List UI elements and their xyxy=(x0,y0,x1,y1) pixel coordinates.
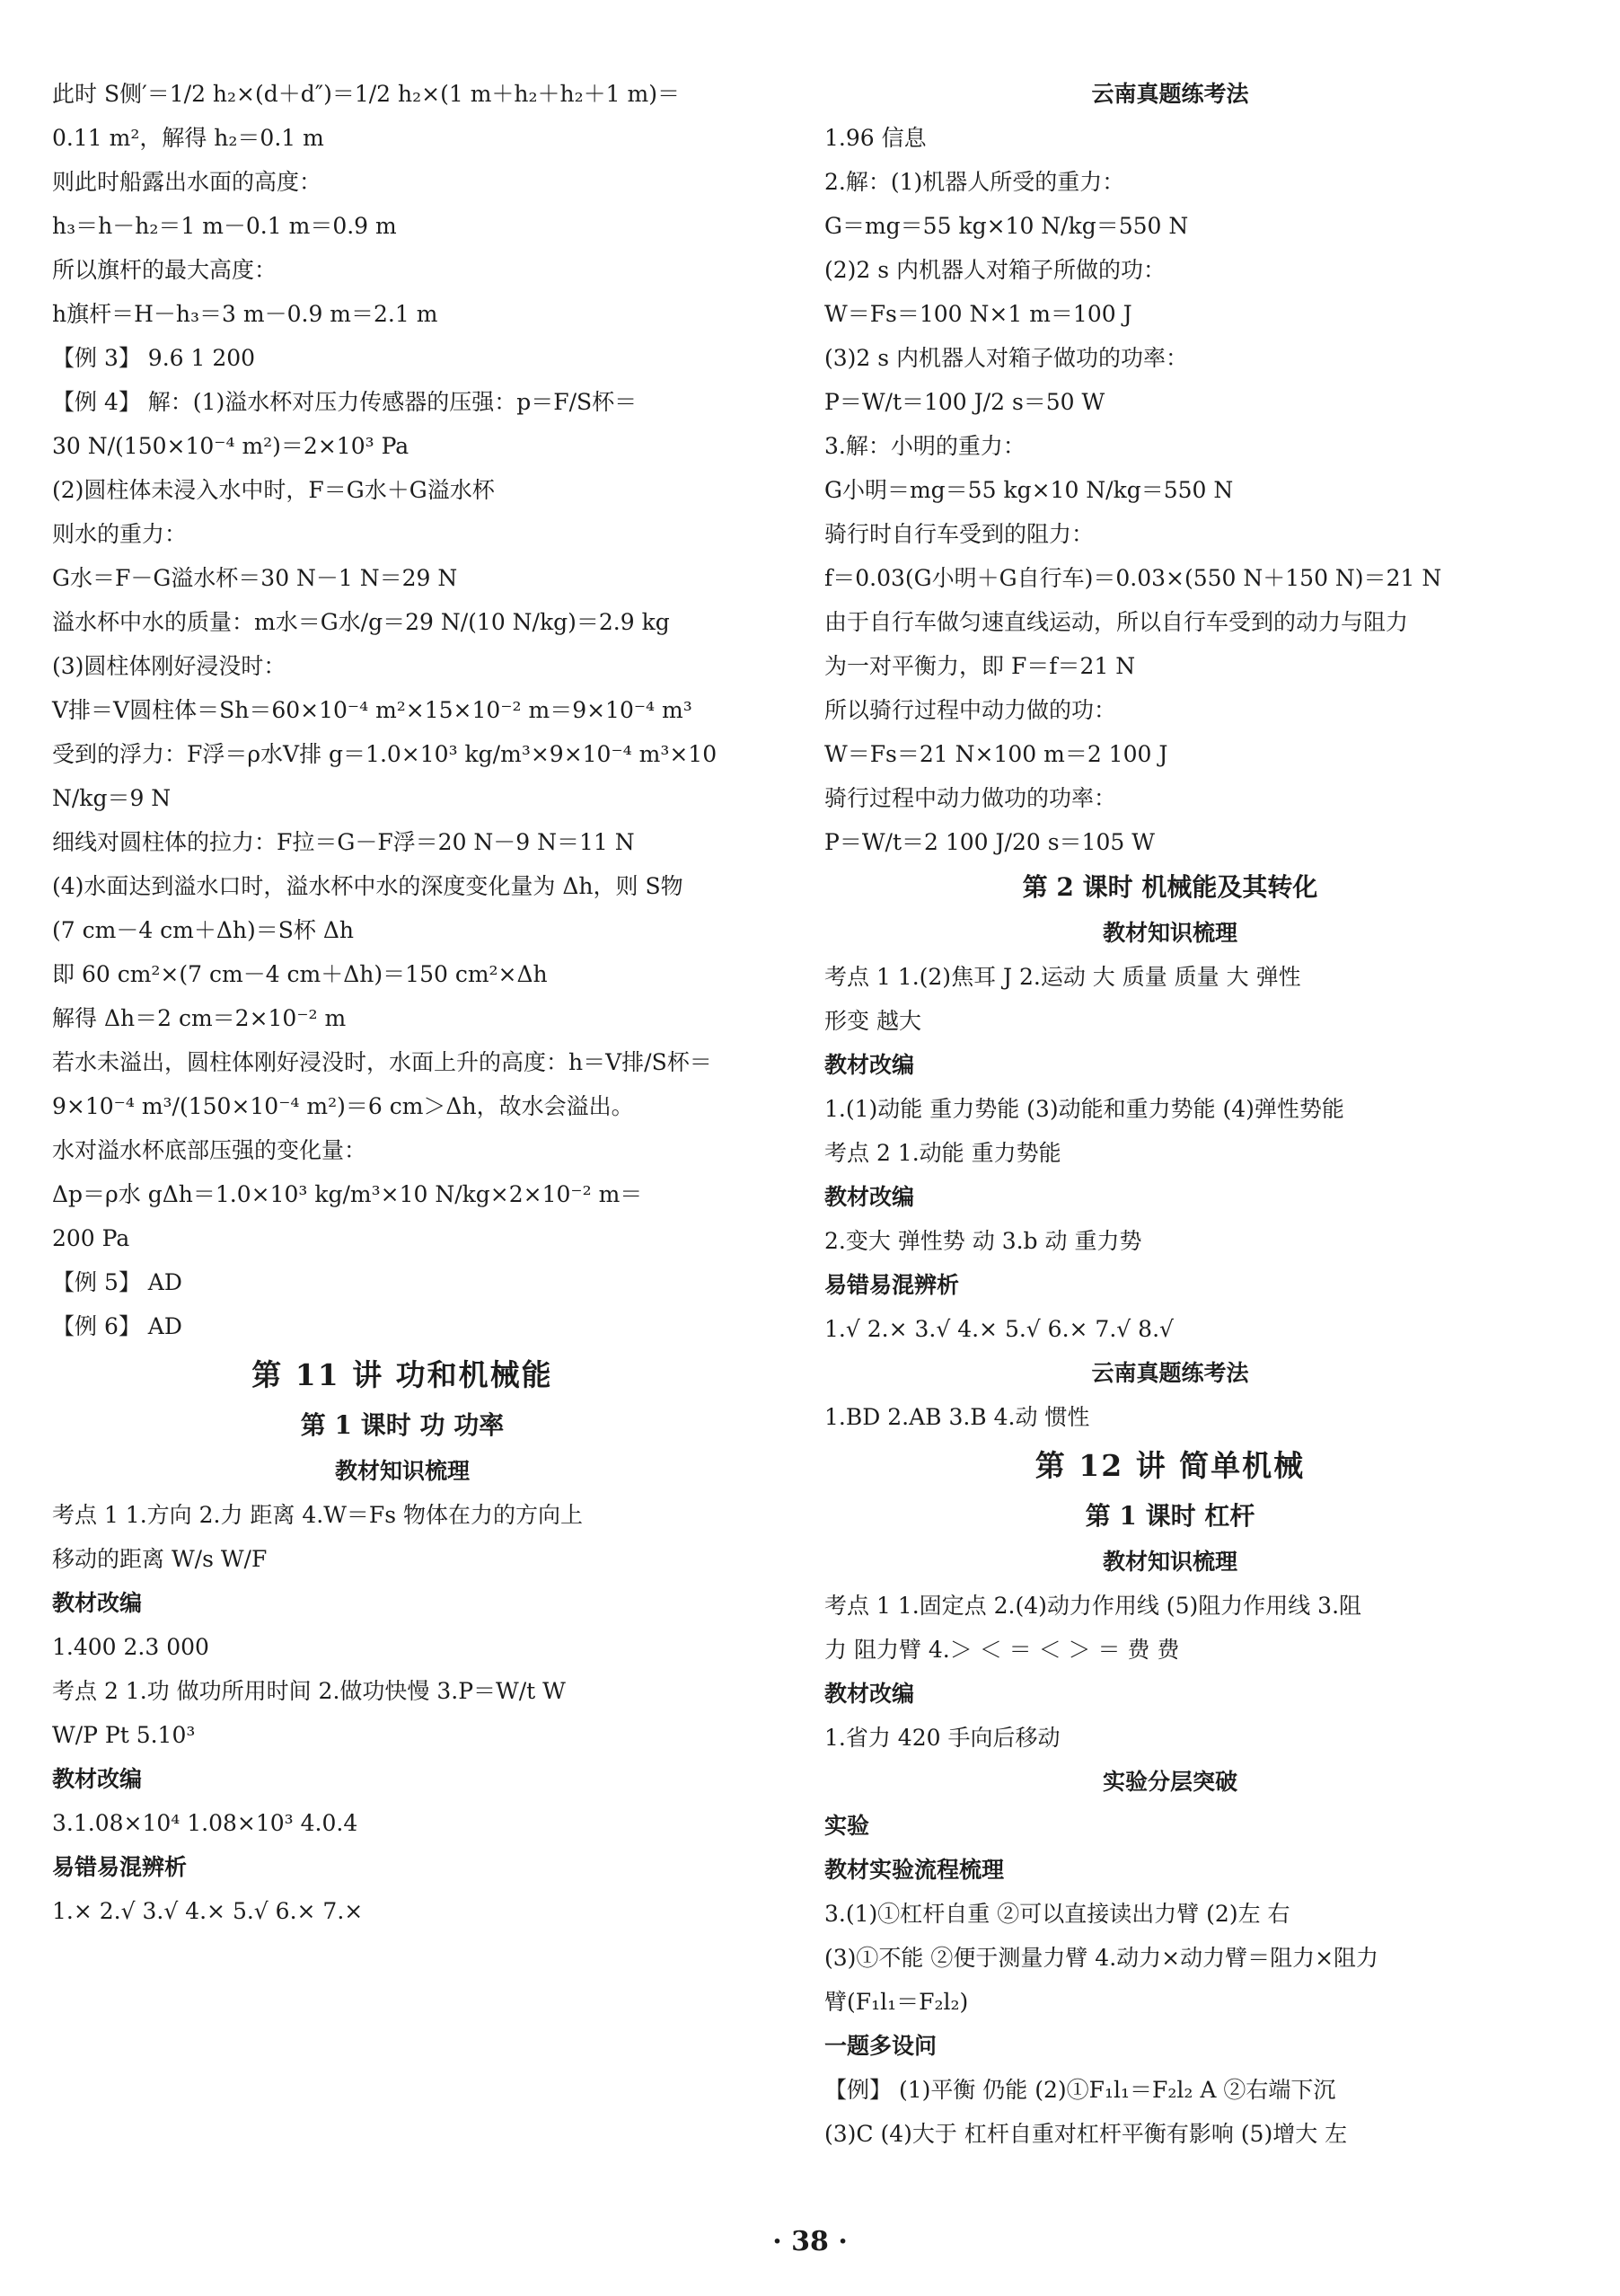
text-line: 则此时船露出水面的高度： xyxy=(52,169,322,195)
text-line: 此时 S侧′＝1/2 h₂×(d＋d″)＝1/2 h₂×(1 m＋h₂＋h₂＋1 m)＝ xyxy=(52,81,680,107)
text-line: (2)圆柱体未浸入水中时，F＝G水＋G溢水杯 xyxy=(52,477,495,503)
text-line: P＝W/t＝2 100 J/20 s＝105 W xyxy=(824,829,1155,855)
text-line: W＝Fs＝100 N×1 m＝100 J xyxy=(824,301,1132,327)
text-line: 骑行时自行车受到的阻力： xyxy=(824,521,1095,547)
section-heading: 教材知识梳理 xyxy=(1102,1549,1237,1575)
text-line: 形变 越大 xyxy=(824,1008,921,1034)
text-line: 3.1.08×10⁴ 1.08×10³ 4.0.4 xyxy=(52,1810,358,1836)
text-line: (4)水面达到溢水口时，溢水杯中水的深度变化量为 Δh，则 S物 xyxy=(52,873,683,899)
text-line: N/kg＝9 N xyxy=(52,785,172,811)
lesson-title: 第 2 课时 机械能及其转化 xyxy=(1022,872,1318,902)
text-line: 考点 1 1.(2)焦耳 J 2.运动 大 质量 质量 大 弹性 xyxy=(824,964,1301,990)
text-line: 【例 3】 9.6 1 200 xyxy=(52,345,256,371)
section-heading: 云南真题练考法 xyxy=(1091,81,1249,107)
text-line: G＝mg＝55 kg×10 N/kg＝550 N xyxy=(824,213,1189,239)
text-line: 臂(F₁l₁＝F₂l₂) xyxy=(824,1989,969,2015)
section-heading: 教材知识梳理 xyxy=(1102,920,1237,946)
text-line: 2.变大 弹性势 动 3.b 动 重力势 xyxy=(824,1228,1142,1254)
text-line: f＝0.03(G小明＋G自行车)＝0.03×(550 N＋150 N)＝21 N xyxy=(824,565,1442,591)
text-line: 200 Pa xyxy=(52,1225,130,1251)
text-line: 解得 Δh＝2 cm＝2×10⁻² m xyxy=(52,1005,347,1031)
subsection-heading: 一题多设问 xyxy=(824,2033,938,2059)
text-line: 1.BD 2.AB 3.B 4.动 惯性 xyxy=(824,1404,1090,1430)
text-line: W/P Pt 5.10³ xyxy=(52,1722,196,1748)
subsection-heading: 教材改编 xyxy=(824,1052,915,1078)
text-line: 则水的重力： xyxy=(52,521,188,547)
text-line: (3)圆柱体刚好浸没时： xyxy=(52,653,286,679)
subsection-heading: 易错易混辨析 xyxy=(52,1854,188,1880)
text-line: 30 N/(150×10⁻⁴ m²)＝2×10³ Pa xyxy=(52,433,409,459)
section-heading: 教材知识梳理 xyxy=(334,1458,470,1484)
text-line: (3)2 s 内机器人对箱子做功的功率： xyxy=(824,345,1189,371)
text-line: 考点 2 1.动能 重力势能 xyxy=(824,1140,1061,1166)
text-line: P＝W/t＝100 J/2 s＝50 W xyxy=(824,389,1105,415)
text-line: 【例 5】 AD xyxy=(52,1269,182,1295)
text-line: 若水未溢出，圆柱体刚好浸没时，水面上升的高度：h＝V排/S杯＝ xyxy=(52,1049,712,1075)
text-line: Δp＝ρ水 gΔh＝1.0×10³ kg/m³×10 N/kg×2×10⁻² m＝ xyxy=(52,1181,643,1207)
text-line: 细线对圆柱体的拉力：F拉＝G－F浮＝20 N－9 N＝11 N xyxy=(52,829,635,855)
text-line: (2)2 s 内机器人对箱子所做的功： xyxy=(824,257,1167,283)
text-line: 所以旗杆的最大高度： xyxy=(52,257,277,283)
text-line: 1.× 2.√ 3.√ 4.× 5.√ 6.× 7.× xyxy=(52,1898,364,1924)
subsection-heading: 教材改编 xyxy=(52,1766,143,1792)
text-line: 受到的浮力：F浮＝ρ水V排 g＝1.0×10³ kg/m³×9×10⁻⁴ m³×10 xyxy=(52,741,718,767)
text-line: (3)C (4)大于 杠杆自重对杠杆平衡有影响 (5)增大 左 xyxy=(824,2121,1348,2147)
subsection-heading: 教材改编 xyxy=(824,1184,915,1210)
subsection-heading: 易错易混辨析 xyxy=(824,1272,960,1298)
text-line: 0.11 m²，解得 h₂＝0.1 m xyxy=(52,125,324,151)
text-line: 3.解：小明的重力： xyxy=(824,433,1026,459)
text-line: 由于自行车做匀速直线运动，所以自行车受到的动力与阻力 xyxy=(824,609,1409,635)
section-heading: 云南真题练考法 xyxy=(1091,1360,1249,1386)
text-line: G水＝F－G溢水杯＝30 N－1 N＝29 N xyxy=(52,565,458,591)
left-column xyxy=(52,72,753,1933)
subsection-heading: 教材改编 xyxy=(824,1681,915,1707)
lecture-title: 第 11 讲 功和机械能 xyxy=(251,1357,553,1392)
text-line: V排＝V圆柱体＝Sh＝60×10⁻⁴ m²×15×10⁻² m＝9×10⁻⁴ m³ xyxy=(52,697,692,723)
text-line: 水对溢水杯底部压强的变化量： xyxy=(52,1137,367,1163)
text-line: 考点 2 1.功 做功所用时间 2.做功快慢 3.P＝W/t W xyxy=(52,1678,566,1704)
subsection-heading: 实验 xyxy=(824,1813,870,1839)
text-line: G小明＝mg＝55 kg×10 N/kg＝550 N xyxy=(824,477,1234,503)
text-line: 考点 1 1.方向 2.力 距离 4.W＝Fs 物体在力的方向上 xyxy=(52,1502,584,1528)
text-line: 9×10⁻⁴ m³/(150×10⁻⁴ m²)＝6 cm＞Δh，故水会溢出。 xyxy=(52,1093,634,1119)
text-line: 【例 6】 AD xyxy=(52,1313,182,1339)
text-line: 1.省力 420 手向后移动 xyxy=(824,1725,1061,1751)
text-line: 1.400 2.3 000 xyxy=(52,1634,209,1660)
text-line: 即 60 cm²×(7 cm－4 cm＋Δh)＝150 cm²×Δh xyxy=(52,961,548,987)
page-number: · 38 · xyxy=(772,2226,848,2257)
text-line: 1.96 信息 xyxy=(824,125,927,151)
text-line: h₃＝h－h₂＝1 m－0.1 m＝0.9 m xyxy=(52,213,397,239)
text-line: 移动的距离 W/s W/F xyxy=(52,1546,268,1572)
text-line: 2.解：(1)机器人所受的重力： xyxy=(824,169,1125,195)
subsection-heading: 教材实验流程梳理 xyxy=(824,1857,1005,1883)
lesson-title: 第 1 课时 功 功率 xyxy=(300,1410,505,1440)
text-line: 【例 4】 解：(1)溢水杯对压力传感器的压强：p＝F/S杯＝ xyxy=(52,389,638,415)
text-line: 1.√ 2.× 3.√ 4.× 5.√ 6.× 7.√ 8.√ xyxy=(824,1316,1174,1342)
text-line: 【例】 (1)平衡 仍能 (2)①F₁l₁＝F₂l₂ A ②右端下沉 xyxy=(824,2077,1336,2103)
text-line: (3)①不能 ②便于测量力臂 4.动力×动力臂＝阻力×阻力 xyxy=(824,1945,1379,1971)
text-line: 骑行过程中动力做功的功率： xyxy=(824,785,1117,811)
text-line: (7 cm－4 cm＋Δh)＝S杯 Δh xyxy=(52,917,355,943)
section-heading: 实验分层突破 xyxy=(1102,1769,1237,1795)
text-line: 考点 1 1.固定点 2.(4)动力作用线 (5)阻力作用线 3.阻 xyxy=(824,1593,1362,1619)
text-line: h旗杆＝H－h₃＝3 m－0.9 m＝2.1 m xyxy=(52,301,438,327)
text-line: 所以骑行过程中动力做的功： xyxy=(824,697,1117,723)
text-line: 为一对平衡力，即 F＝f＝21 N xyxy=(824,653,1136,679)
text-line: 1.(1)动能 重力势能 (3)动能和重力势能 (4)弹性势能 xyxy=(824,1096,1344,1122)
subsection-heading: 教材改编 xyxy=(52,1590,143,1616)
lesson-title: 第 1 课时 杠杆 xyxy=(1085,1501,1255,1531)
text-line: 力 阻力臂 4.＞ ＜ ＝ ＜ ＞ ＝ 费 费 xyxy=(824,1637,1180,1663)
text-line: 3.(1)①杠杆自重 ②可以直接读出力臂 (2)左 右 xyxy=(824,1901,1290,1927)
lecture-title: 第 12 讲 简单机械 xyxy=(1035,1448,1306,1483)
right-column xyxy=(824,72,1516,2156)
text-line: 溢水杯中水的质量：m水＝G水/g＝29 N/(10 N/kg)＝2.9 kg xyxy=(52,609,670,635)
text-line: W＝Fs＝21 N×100 m＝2 100 J xyxy=(824,741,1168,767)
